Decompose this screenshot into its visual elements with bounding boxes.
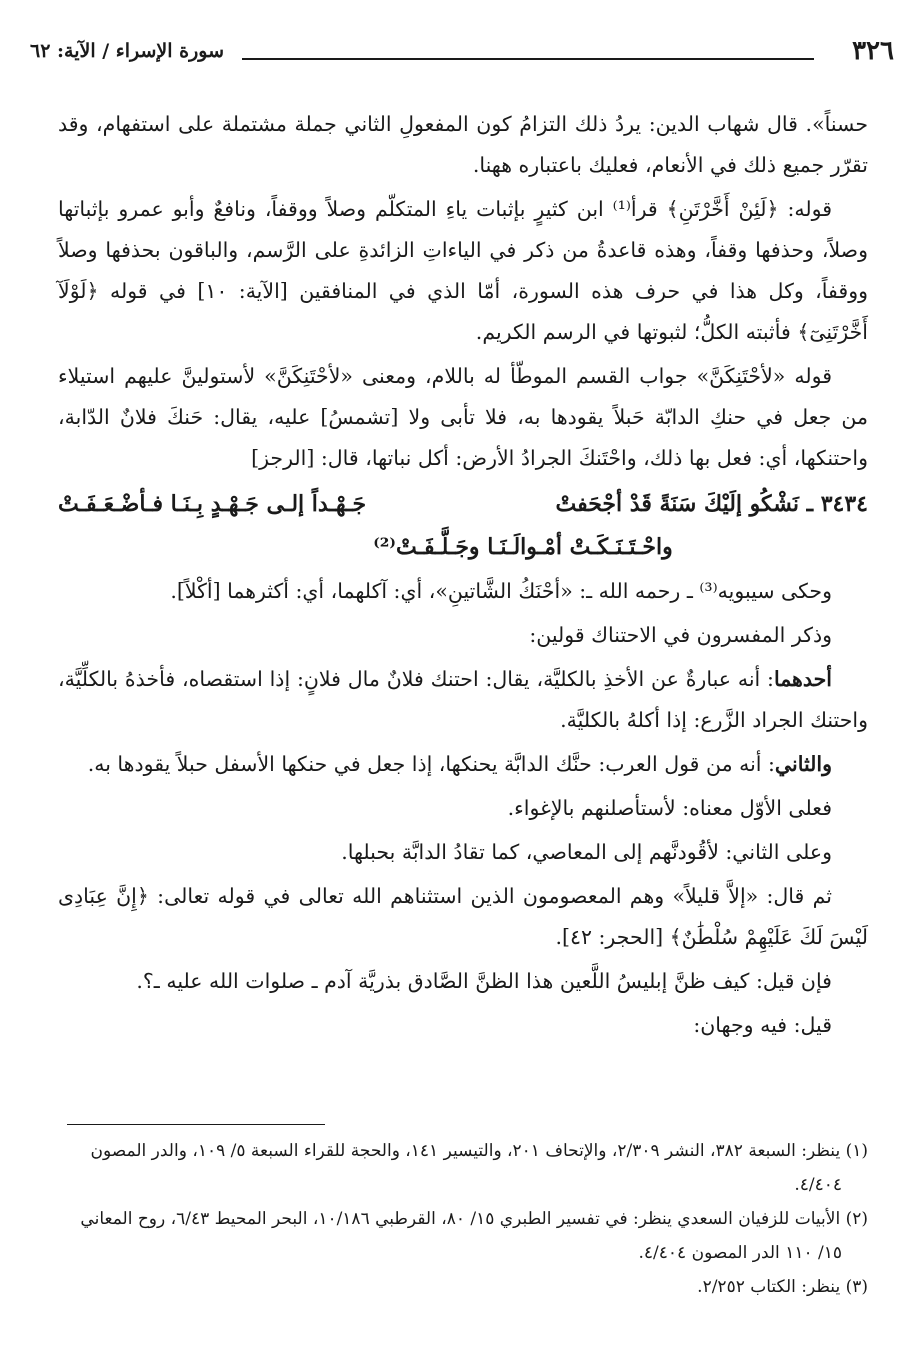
paragraph — [58, 744, 868, 785]
paragraph: فعلى الأوّل معناه: لأستأصلنهم بالإغواء. — [507, 796, 832, 820]
paragraph: قوله «لأحْتَنِكَنَّ» جواب القسم الموطّأ له باللام، ومعنى «لأحْتَنِكَنَّ» لأستولينَّ عليهم استيلاء من جعل في حنكِ الدابّة حَبلاً يقودها به، فلا تأبى ولا [تشمسُ] عليه، يقال: حَنكَ فلانٌ الدّابة، واحتنكها، أي: فعل بها ذلك، واحْتَنكَ الجرادُ الأرض: أكل نباتها، قال: [الرجز] — [58, 364, 868, 470]
paragraph: وعلى الثاني: لأقُودنَّهم إلى المعاصي، كما تقادُ الدابَّة بحبلها. — [341, 840, 832, 864]
paragraph-text: : أنه عبارةٌ عن الأخذِ بالكليَّة، يقال: احتنك فلانٌ مال فلانٍ: إذا استقصاه، فأخذهُ بالكلِّيَّة، واحتنك الجراد الزَّرع: إذا أكلهُ بالكليَّة. — [58, 667, 868, 732]
paragraph: قيل: فيه وجهان: — [693, 1013, 832, 1037]
verse-hemistich: جَـهْـداً إلـى جَـهْـدٍ بِـنَـا فـأضْـعَـفَـتْ — [58, 491, 367, 517]
verse-number: ٣٤٣٤ ـ — [806, 491, 868, 517]
running-header — [30, 36, 894, 66]
paragraph: ثم قال: «إلاَّ قليلاً» وهم المعصومون الذين استثناهم الله تعالى في قوله تعالى: ﴿إِنَّ عِبَادِى لَيْسَ لَكَ عَلَيْهِمْ سُلْطَٰنٌ﴾ [الحجر: ٤٢]. — [58, 884, 868, 949]
footnote: (٣) ينظر: الكتاب ٢/٢٥٢. — [697, 1277, 868, 1297]
paragraph: وذكر المفسرون في الاحتناك قولين: — [529, 623, 832, 647]
footnote: (١) ينظر: السبعة ٣٨٢، النشر ٢/٣٠٩، والإتحاف ٢٠١، والتيسير ١٤١، والحجة للقراء السبعة ٥/ ١٠٩، والدر المصون ٤/٤٠٤. — [90, 1141, 868, 1195]
poetry-verse — [58, 483, 868, 569]
paragraph-text: : أنه من قول العرب: حنَّك الدابَّة يحنكها، إذا جعل في حنكها الأسفل حبلاً يقودها به. — [87, 752, 775, 776]
footnote-separator — [67, 1124, 325, 1125]
label: أحدهما — [773, 667, 832, 691]
paragraph: فإن قيل: كيف ظنَّ إبليسُ اللَّعين هذا الظنَّ الصَّادق بذريَّة آدم ـ صلوات الله عليه ـ؟. — [136, 969, 832, 993]
header-rule — [242, 58, 814, 60]
footnote: (٢) الأبيات للزفيان السعدي ينظر: في تفسير الطبري ١٥/ ٨٠، القرطبي ١٠/١٨٦، البحر المحيط ٦/٤٣، روح المعاني ١٥/ ١١٠ الدر المصون ٤/٤٠٤. — [80, 1209, 868, 1263]
footnotes — [58, 1134, 868, 1304]
label: والثاني — [774, 752, 832, 776]
verse-hemistich: واحْـتَـنَـكَـتْ أمْـوالَـنَـا وجَـلَّـفَـتْ⁽²⁾ — [373, 534, 673, 560]
verse-hemistich: نَشْكُو إلَيْكَ سَنَةً قَدْ أجْحَفتْ — [555, 491, 799, 517]
paragraph — [58, 659, 868, 741]
surah-title: سورة الإسراء / الآية: ٦٢ — [30, 40, 225, 62]
paragraph: حسناً». قال شهاب الدين: يردُ ذلك التزامُ كون المفعولِ الثاني جملة مشتملة على استفهام، وقد تقرّر جميع ذلك في الأنعام، فعليك باعتباره ههنا. — [58, 112, 868, 177]
paragraph: قوله: ﴿لَئِنْ أَخَّرْتَنِ﴾ قرأ⁽¹⁾ ابن كثيرٍ بإثبات ياءِ المتكلّم وصلاً ووقفاً، ونافعٌ وأبو عمرو بإثباتها وصلاً، وحذفها وقفاً، وهذه قاعدةُ من ذكر في الياءاتِ الزائدةِ على الرَّسم، والباقون بحذفها وصلاً ووقفاً، وكل هذا في حرف هذه السورة، أمّا الذي في المنافقين [الآية: ١٠] في قوله ﴿لَوْلَآ أَخَّرْتَنِىٓ﴾ فأثبته الكلُّ؛ لثبوتها في الرسم الكريم. — [58, 197, 868, 344]
page-number: ٣٢٦ — [852, 36, 894, 66]
main-text — [58, 104, 868, 1049]
paragraph: وحكى سيبويه⁽³⁾ ـ رحمه الله ـ: «أحْنَكُ الشَّاتينِ»، أي: آكلهما، أي: أكثرهما [أكْلاً]. — [170, 579, 832, 603]
